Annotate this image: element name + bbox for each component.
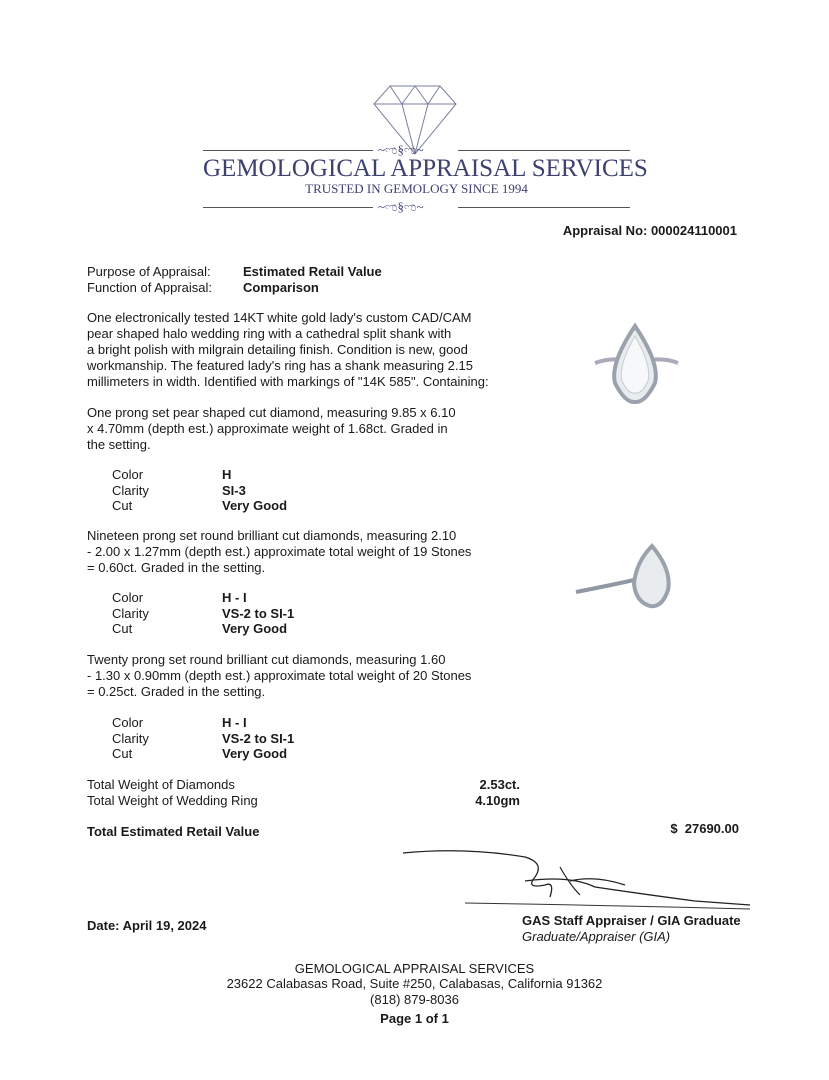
signer-subtitle: Graduate/Appraiser (GIA) bbox=[522, 929, 671, 944]
stone-description: Twenty prong set round brilliant cut diamonds, measuring 1.60 - 1.30 x 0.90mm (depth est.) approximate total weight of 20 Stones = 0.25ct. Graded in the setting. bbox=[87, 652, 472, 699]
ring-top-view-image bbox=[590, 318, 680, 408]
cut-value: Very Good bbox=[222, 498, 288, 513]
stone-description: Nineteen prong set round brilliant cut diamonds, measuring 2.10 - 2.00 x 1.27mm (depth est.) approximate total weight of 19 Stones = 0.60ct. Graded in the setting. bbox=[87, 528, 472, 575]
page-number: Page 1 of 1 bbox=[380, 1011, 449, 1026]
color-value: H - I bbox=[222, 715, 247, 730]
color-label: Color bbox=[112, 715, 144, 730]
total-diamonds-label: Total Weight of Diamonds bbox=[87, 777, 235, 792]
clarity-label: Clarity bbox=[112, 606, 149, 621]
total-ring-value: 4.10gm bbox=[475, 793, 520, 808]
appraisal-number: Appraisal No: 000024110001 bbox=[562, 223, 737, 238]
color-label: Color bbox=[112, 467, 144, 482]
total-diamonds-value: 2.53ct. bbox=[479, 777, 520, 792]
company-tagline: TRUSTED IN GEMOLOGY SINCE 1994 bbox=[305, 181, 528, 196]
footer-address: 23622 Calabasas Road, Suite #250, Calabasas, California 91362 bbox=[226, 976, 603, 991]
cut-label: Cut bbox=[112, 746, 133, 761]
clarity-value: VS-2 to SI-1 bbox=[222, 606, 295, 621]
color-label: Color bbox=[112, 590, 144, 605]
clarity-label: Clarity bbox=[112, 731, 149, 746]
function-label: Function of Appraisal: bbox=[87, 280, 213, 295]
purpose-label: Purpose of Appraisal: bbox=[87, 264, 211, 279]
cut-value: Very Good bbox=[222, 746, 288, 761]
purpose-value: Estimated Retail Value bbox=[243, 264, 382, 279]
clarity-label: Clarity bbox=[112, 483, 149, 498]
stone-description: One prong set pear shaped cut diamond, measuring 9.85 x 6.10 x 4.70mm (depth est.) approximate weight of 1.68ct. Graded in the setting. bbox=[87, 405, 456, 452]
clarity-value: VS-2 to SI-1 bbox=[222, 731, 295, 746]
total-ring-label: Total Weight of Wedding Ring bbox=[87, 793, 258, 808]
appraisal-date: Date: April 19, 2024 bbox=[87, 918, 207, 933]
flourish-icon: ~ಌ§ಌ~ bbox=[378, 142, 424, 157]
flourish-icon: ~ಌ§ಌ~ bbox=[378, 199, 424, 214]
company-logo-title: GEMOLOGICAL APPRAISAL SERVICES bbox=[203, 155, 648, 182]
footer-company: GEMOLOGICAL APPRAISAL SERVICES bbox=[294, 961, 535, 976]
cut-value: Very Good bbox=[222, 621, 288, 636]
total-value: $ 27690.00 bbox=[670, 821, 739, 836]
clarity-value: SI-3 bbox=[222, 483, 246, 498]
function-value: Comparison bbox=[243, 280, 319, 295]
item-description: One electronically tested 14KT white gold lady's custom CAD/CAM pear shaped halo wedding ring with a cathedral split shank with a bright polish with milgrain detailing finish. Condition is new, good workmanship. The featured lady's ring has a shank measuring 2.15 millimeters in width. Identified with markings of "14K 585". Containing: bbox=[87, 310, 489, 389]
color-value: H bbox=[222, 467, 232, 482]
ring-side-view-image bbox=[572, 540, 677, 615]
cut-label: Cut bbox=[112, 498, 133, 513]
color-value: H - I bbox=[222, 590, 247, 605]
footer-phone: (818) 879-8036 bbox=[370, 992, 459, 1007]
signature-image bbox=[395, 845, 755, 915]
signer-title: GAS Staff Appraiser / GIA Graduate bbox=[522, 913, 741, 928]
cut-label: Cut bbox=[112, 621, 133, 636]
total-value-label: Total Estimated Retail Value bbox=[87, 824, 260, 839]
